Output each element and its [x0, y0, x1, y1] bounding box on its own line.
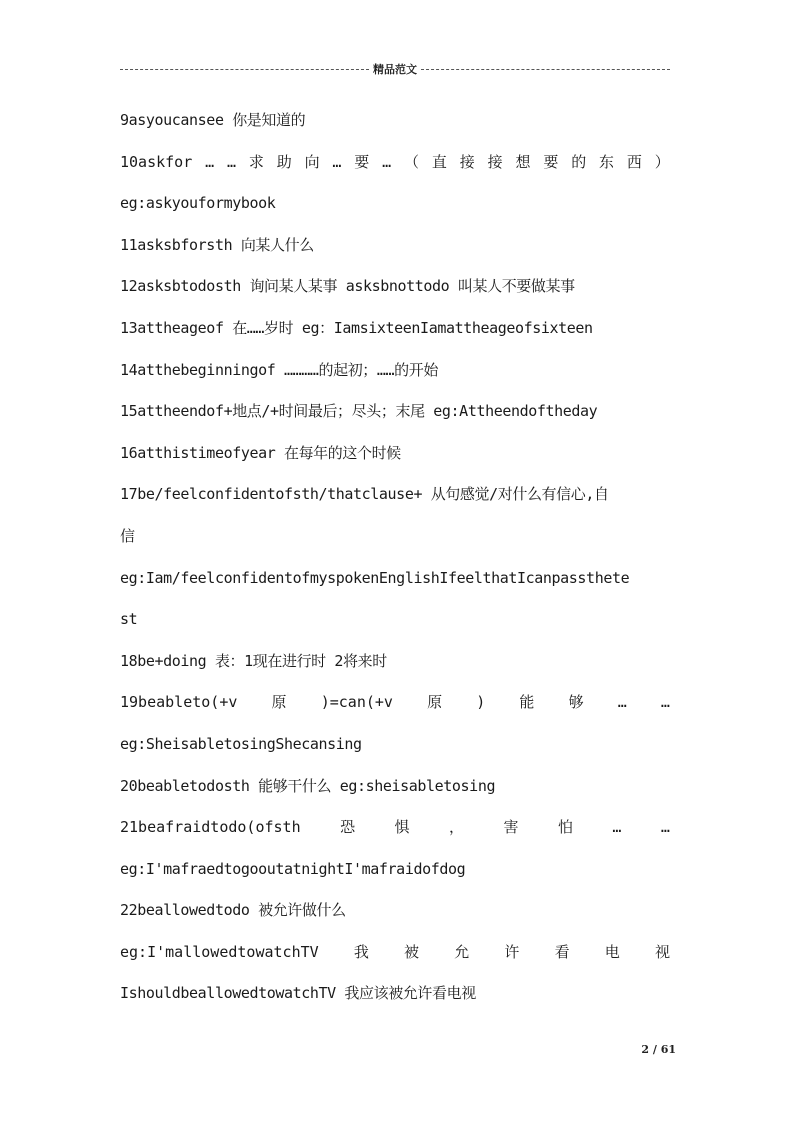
text-line: 20beabletodosth 能够干什么 eg:sheisabletosing — [120, 776, 496, 795]
text-token: 的 — [571, 152, 587, 171]
text-line: 12asksbtodosth 询问某人某事 asksbnottodo 叫某人不要做某事 — [120, 277, 575, 296]
text-token: 电 — [604, 942, 620, 961]
text-token: 原 — [271, 693, 287, 712]
text-token: … — [660, 693, 670, 712]
text-line: eg:Iam/feelconfidentofmyspokenEnglishIfeelthatIcanpassthete — [120, 568, 630, 587]
text-token: 视 — [654, 942, 670, 961]
text-token: 被 — [404, 942, 420, 961]
text-token: （ — [404, 152, 420, 171]
page-header — [120, 60, 670, 78]
text-line: IshouldbeallowedtowatchTV 我应该被允许看电视 — [120, 984, 476, 1003]
header-rule-left — [120, 69, 369, 70]
text-token: 怕 — [557, 818, 573, 837]
text-line: 14atthebeginningof …………的起初；……的开始 — [120, 360, 438, 379]
text-token: 直 — [431, 152, 447, 171]
text-token: 原 — [427, 693, 443, 712]
text-line: 13attheageof 在……岁时 eg：IamsixteenIamattheageofsixteen — [120, 318, 593, 337]
text-line: st — [120, 610, 138, 629]
document-body — [120, 100, 670, 1015]
text-token: 够 — [568, 693, 584, 712]
text-line — [120, 932, 670, 974]
text-token: ） — [654, 152, 670, 171]
text-token: 害 — [503, 818, 519, 837]
text-line: 信 — [120, 526, 135, 545]
text-token: ， — [449, 818, 465, 837]
text-token: )=can(+v — [320, 693, 393, 712]
text-token: 许 — [504, 942, 520, 961]
text-token: 能 — [519, 693, 535, 712]
text-token: 19beableto(+v — [120, 693, 238, 712]
text-line: 9asyoucansee 你是知道的 — [120, 111, 306, 129]
text-token: 21beafraidtodo(ofsth — [120, 818, 301, 837]
text-line: 11asksbforsth 向某人什么 — [120, 235, 314, 254]
text-line: 18be+doing 表：1现在进行时 2将来时 — [120, 651, 387, 670]
text-token: 要 — [543, 152, 559, 171]
header-title: 精品范文 — [373, 63, 417, 76]
text-line — [120, 807, 670, 849]
text-token: 允 — [454, 942, 470, 961]
text-token: 恐 — [340, 818, 356, 837]
text-token: 惧 — [394, 818, 410, 837]
text-token: … — [617, 693, 627, 712]
text-token: 西 — [626, 152, 642, 171]
text-token: … — [660, 818, 670, 837]
page-number: 2 / 61 — [641, 1043, 676, 1056]
text-line: eg:askyouformybook — [120, 194, 276, 213]
text-line: 22beallowedtodo 被允许做什么 — [120, 901, 346, 920]
text-token: 想 — [515, 152, 531, 171]
text-line — [120, 142, 670, 184]
header-rule-right — [421, 69, 670, 70]
text-token: 东 — [599, 152, 615, 171]
text-token: 向 — [304, 152, 320, 171]
text-token: 求 — [248, 152, 264, 171]
text-token: 接 — [459, 152, 475, 171]
text-line: 17be/feelconfidentofsth/thatclause+ 从句感觉/对什么有信心,自 — [120, 485, 609, 504]
text-token: ) — [476, 693, 486, 712]
text-line: eg:SheisabletosingShecansing — [120, 734, 362, 753]
text-token: 助 — [276, 152, 292, 171]
text-token: eg:I'mallowedtowatchTV — [120, 942, 319, 961]
text-token: … — [332, 152, 342, 171]
text-token: 我 — [353, 942, 369, 961]
text-token: … — [612, 818, 622, 837]
text-line: eg:I'mafraedtogooutatnightI'mafraidofdog — [120, 859, 466, 878]
text-line — [120, 682, 670, 724]
text-line: 15attheendof+地点/+时间最后；尽头；末尾 eg:Attheendoftheday — [120, 402, 598, 421]
text-token: 10askfor — [120, 152, 193, 171]
text-token: 接 — [487, 152, 503, 171]
text-token: … — [226, 152, 236, 171]
text-token: 要 — [354, 152, 370, 171]
text-token: … — [382, 152, 392, 171]
text-token: 看 — [554, 942, 570, 961]
text-line: 16atthistimeofyear 在每年的这个时候 — [120, 443, 401, 462]
text-token: … — [205, 152, 215, 171]
